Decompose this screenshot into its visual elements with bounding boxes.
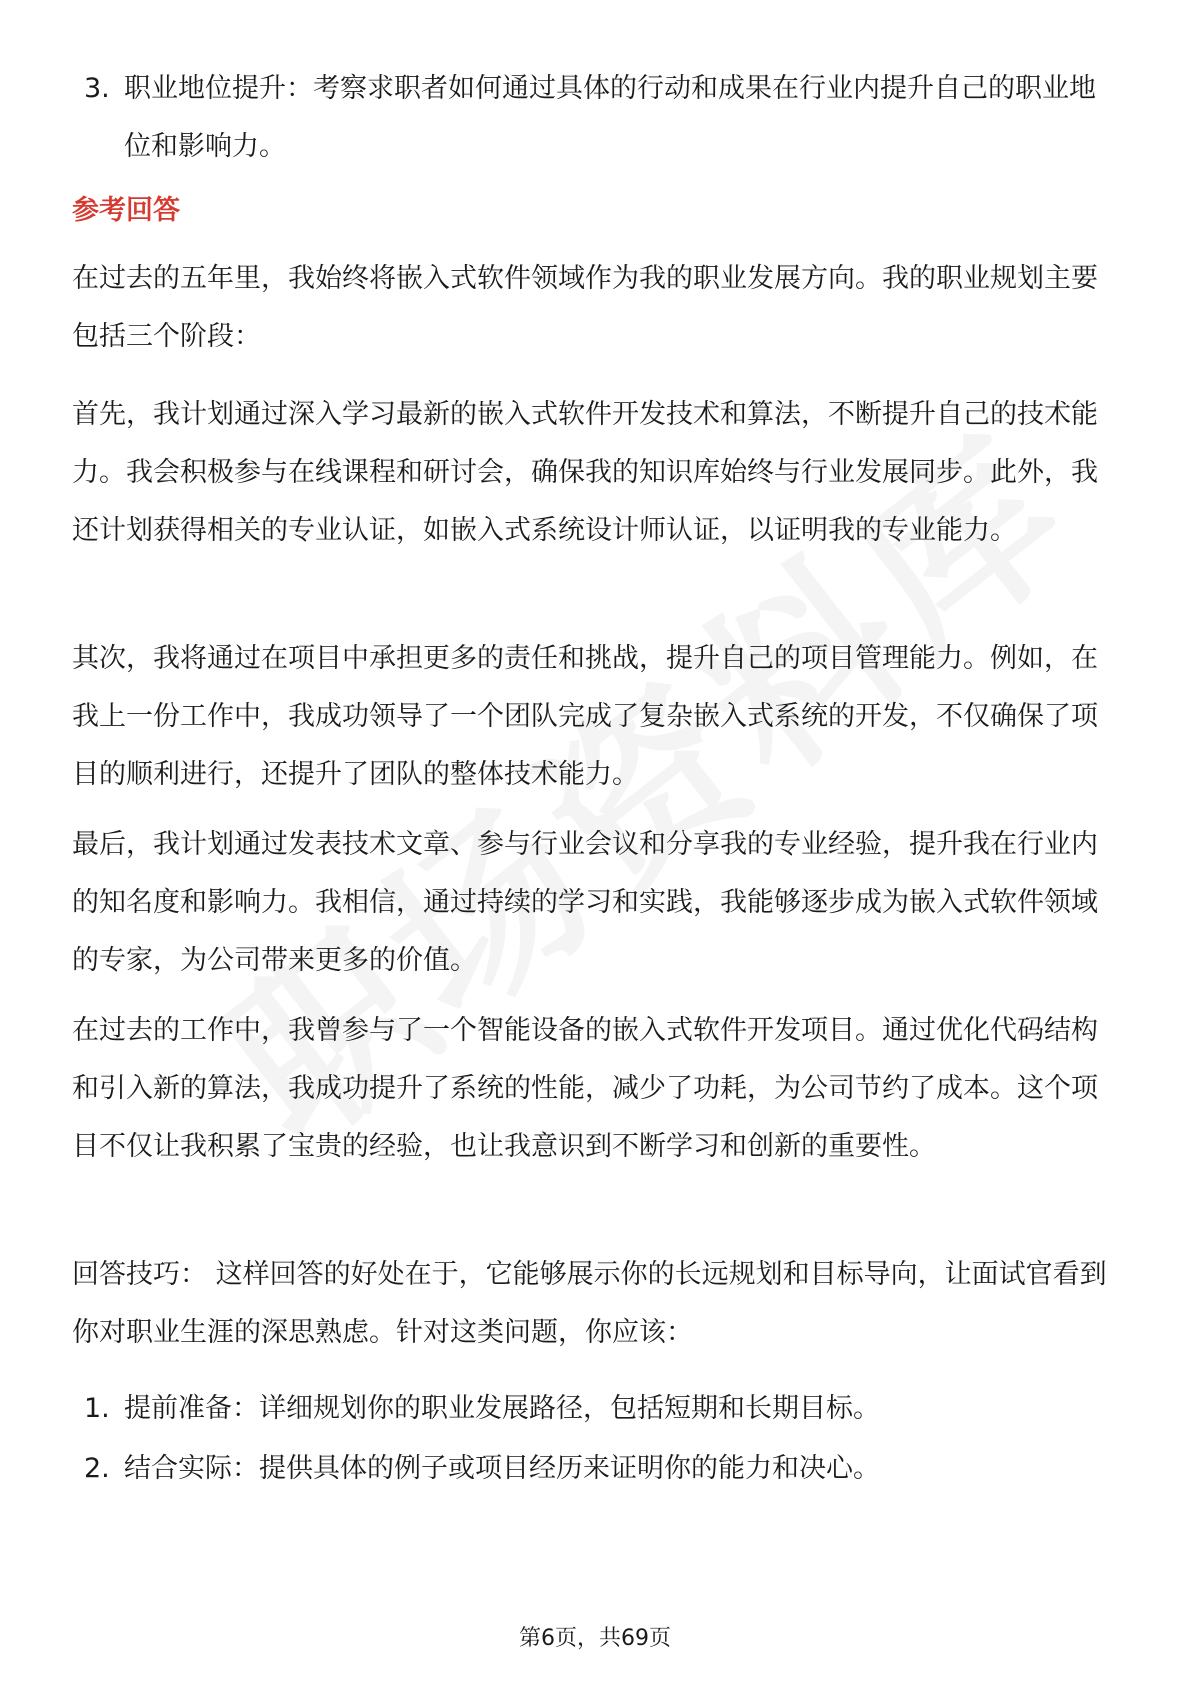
paragraph-tips: 回答技巧： 这样回答的好处在于，它能够展示你的长远规划和目标导向，让面试官看到你对职业生涯的深思熟虑。针对这类问题，你应该：	[72, 1259, 1107, 1348]
list-item-number: 1.	[84, 1393, 110, 1424]
list-item-text: 提前准备：详细规划你的职业发展路径，包括短期和长期目标。	[124, 1393, 880, 1424]
list-item-number: 2.	[84, 1453, 110, 1484]
list-item-text: 结合实际：提供具体的例子或项目经历来证明你的能力和决心。	[124, 1453, 880, 1484]
list-item	[72, 1440, 1120, 1498]
list-item	[72, 60, 1120, 176]
paragraph-last: 最后，我计划通过发表技术文章、参与行业会议和分享我的专业经验，提升我在行业内的知名度和影响力。我相信，通过持续的学习和实践，我能够逐步成为嵌入式软件领域的专家，为公司带来更多的价值。	[72, 829, 1098, 976]
paragraph-experience: 在过去的工作中，我曾参与了一个智能设备的嵌入式软件开发项目。通过优化代码结构和引入新的算法，我成功提升了系统的性能，减少了功耗，为公司节约了成本。这个项目不仅让我积累了宝贵的经验，也让我意识到不断学习和创新的重要性。	[72, 1015, 1098, 1162]
list-item-text: 职业地位提升：考察求职者如何通过具体的行动和成果在行业内提升自己的职业地位和影响力。	[124, 73, 1096, 162]
page-footer: 第6页，共69页	[519, 1626, 671, 1651]
paragraph-first: 首先，我计划通过深入学习最新的嵌入式软件开发技术和算法，不断提升自己的技术能力。我会积极参与在线课程和研讨会，确保我的知识库始终与行业发展同步。此外，我还计划获得相关的专业认证，如嵌入式系统设计师认证，以证明我的专业能力。	[72, 399, 1098, 546]
paragraph-second: 其次，我将通过在项目中承担更多的责任和挑战，提升自己的项目管理能力。例如，在我上一份工作中，我成功领导了一个团队完成了复杂嵌入式系统的开发，不仅确保了项目的顺利进行，还提升了团队的整体技术能力。	[72, 643, 1098, 790]
section-heading: 参考回答	[72, 195, 180, 226]
paragraph-intro: 在过去的五年里，我始终将嵌入式软件领域作为我的职业发展方向。我的职业规划主要包括三个阶段：	[72, 263, 1098, 352]
list-item	[72, 1380, 1120, 1438]
list-item-number: 3.	[84, 73, 110, 104]
